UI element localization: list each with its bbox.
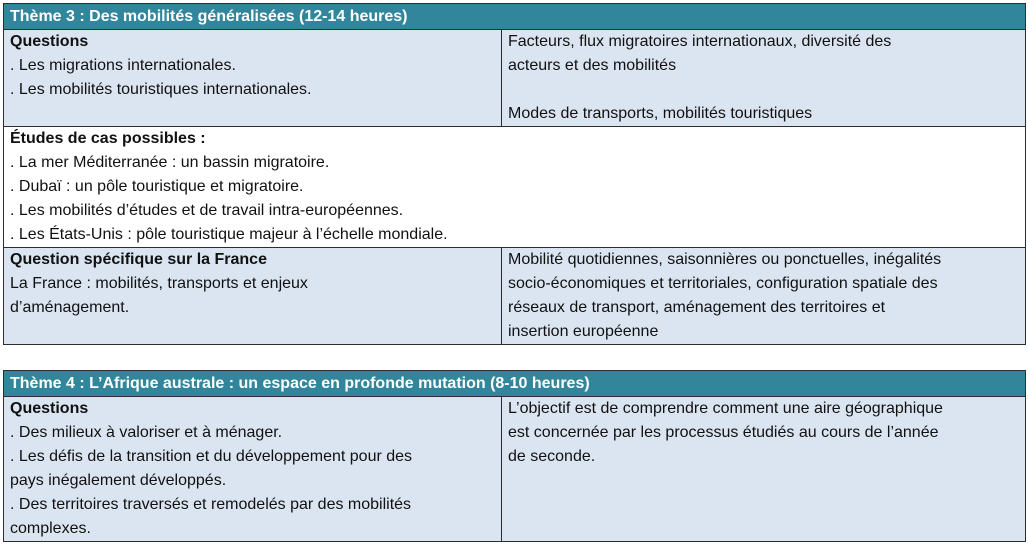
- theme4-question-item: . Des milieux à valoriser et à ménager.: [10, 424, 283, 441]
- theme4-title: Thème 4 : L’Afrique australe : un espace en profonde mutation (8-10 heures): [4, 371, 1026, 397]
- theme3-question-item: . Les migrations internationales.: [10, 57, 236, 74]
- theme3-notions-cell: [502, 30, 1026, 127]
- theme3-notions-line: acteurs et des mobilités: [508, 57, 677, 74]
- theme3-france-notions-line: Mobilité quotidiennes, saisonnières ou ponctuelles, inégalités: [508, 251, 942, 268]
- theme3-france-notions-line: socio-économiques et territoriales, configuration spatiale des: [508, 275, 938, 292]
- theme3-france-notions-line: réseaux de transport, aménagement des territoires et: [508, 299, 886, 316]
- theme4-questions-cell: [4, 397, 502, 542]
- theme3-france-text: La France : mobilités, transports et enjeux: [10, 275, 308, 292]
- theme4-objective-cell: [502, 397, 1026, 542]
- case-study-item: . Les mobilités d’études et de travail intra-européennes.: [10, 202, 404, 219]
- theme3-notions-line: Facteurs, flux migratoires internationaux, diversité des: [508, 33, 892, 50]
- case-study-item: . La mer Méditerranée : un bassin migratoire.: [10, 154, 330, 171]
- case-study-item: . Les États-Unis : pôle touristique majeur à l’échelle mondiale.: [10, 226, 448, 243]
- theme4-question-item: complexes.: [10, 520, 91, 537]
- theme3-france-notions-cell: [502, 248, 1026, 345]
- theme4-question-item: . Les défis de la transition et du développement pour des: [10, 448, 413, 465]
- theme3-france-notions-line: insertion européenne: [508, 323, 659, 340]
- theme3-title: Thème 3 : Des mobilités généralisées (12-14 heures): [4, 4, 1026, 30]
- theme4-objective-line: est concernée par les processus étudiés au cours de l’année: [508, 424, 939, 441]
- case-study-item: . Dubaï : un pôle touristique et migratoire.: [10, 178, 304, 195]
- theme3-question-item: . Les mobilités touristiques internationales.: [10, 81, 312, 98]
- theme4-question-item: . Des territoires traversés et remodelés par des mobilités: [10, 496, 412, 513]
- theme3-case-studies-heading: Études de cas possibles :: [10, 130, 206, 147]
- theme4-question-item: pays inégalement développés.: [10, 472, 227, 489]
- theme3-questions-heading: Questions: [10, 33, 89, 50]
- theme4-questions-heading: Questions: [10, 400, 89, 417]
- theme3-france-cell: [4, 248, 502, 345]
- theme3-case-studies-cell: [4, 127, 1026, 248]
- theme3-questions-cell: [4, 30, 502, 127]
- theme3-notions-line: Modes de transports, mobilités touristiques: [508, 105, 813, 122]
- theme3-table: [3, 3, 1026, 345]
- theme3-france-heading: Question spécifique sur la France: [10, 251, 267, 268]
- theme3-france-text: d’aménagement.: [10, 299, 130, 316]
- theme4-objective-line: L’objectif est de comprendre comment une aire géographique: [508, 400, 943, 417]
- theme4-table: [3, 370, 1026, 542]
- theme4-objective-line: de seconde.: [508, 448, 596, 465]
